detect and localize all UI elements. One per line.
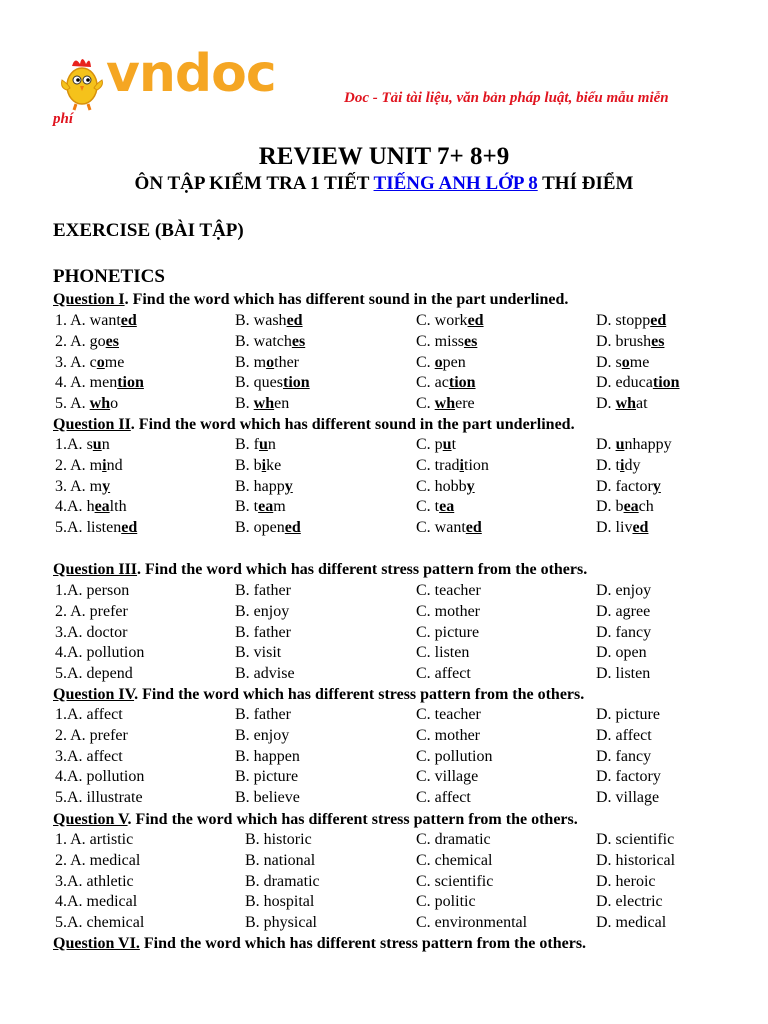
question-5-heading: [53, 811, 578, 829]
word-part: lth: [109, 498, 127, 516]
underlined-part: i: [620, 456, 625, 474]
option-a: 1.A. person: [55, 582, 130, 599]
underlined-part: i: [102, 456, 107, 474]
subtitle-text-end: THÍ ĐIỂM: [537, 173, 634, 194]
question-text: Find the word which has different stress pattern from the others.: [139, 935, 587, 952]
option-number: 4. A.: [55, 374, 90, 392]
vndoc-logo[interactable]: [58, 44, 276, 112]
word-part: B. watch: [235, 332, 292, 350]
underlined-part: y: [652, 477, 661, 495]
option-a: 5.A. depend: [55, 665, 133, 683]
underlined-part: es: [651, 332, 665, 350]
option-c: C. chemical: [416, 851, 493, 869]
option-a: 4.A. pollution: [55, 644, 145, 662]
option-b: [235, 498, 286, 516]
option-c: C. affect: [416, 665, 471, 683]
question-row: [0, 748, 768, 769]
word-part: s: [86, 436, 93, 453]
word-part: at: [636, 395, 648, 413]
underlined-part: y: [102, 477, 111, 495]
word-part: D.: [596, 395, 616, 413]
option-c: [416, 374, 476, 392]
option-b: [235, 478, 293, 496]
option-a: [55, 436, 110, 454]
option-d: [596, 374, 680, 392]
underlined-part: ed: [650, 312, 667, 329]
question-row: [0, 831, 768, 852]
word-part: D. b: [596, 498, 624, 516]
option-d: [596, 354, 649, 372]
page-title: REVIEW UNIT 7+ 8+9: [258, 143, 510, 170]
option-b: B. visit: [235, 644, 282, 662]
option-a: 3.A. affect: [55, 747, 123, 765]
option-a: [55, 395, 118, 413]
option-c: C. pollution: [416, 747, 493, 765]
question-4-heading: [53, 686, 584, 704]
underlined-part: wh: [253, 395, 275, 413]
underlined-part: u: [615, 436, 625, 453]
underlined-part: y: [466, 477, 475, 495]
question-row: [0, 374, 768, 395]
underlined-part: y: [284, 477, 293, 495]
question-text: . Find the word which has different stress pattern from the others.: [127, 811, 578, 828]
option-c: C. mother: [416, 726, 480, 744]
underlined-part: ea: [94, 498, 110, 516]
question-row: [0, 478, 768, 499]
question-1-heading: [53, 291, 568, 309]
subtitle-link[interactable]: TIẾNG ANH LỚP 8: [373, 173, 538, 194]
option-c: [416, 312, 484, 330]
underlined-part: ed: [121, 519, 138, 537]
option-a: 4.A. pollution: [55, 768, 145, 786]
word-part: D. stopp: [596, 312, 651, 329]
exercise-heading: EXERCISE (BÀI TẬP): [53, 220, 244, 241]
vndoc-wordmark: vndoc: [106, 44, 276, 104]
word-part: tion: [464, 456, 489, 474]
option-c: C. affect: [416, 789, 471, 807]
word-part: B. ques: [235, 374, 283, 392]
option-d: D. village: [596, 789, 660, 807]
option-d: [596, 457, 640, 475]
underlined-part: es: [464, 332, 478, 350]
option-b: [235, 395, 289, 413]
underlined-part: ed: [467, 312, 484, 329]
option-c: C. teacher: [416, 582, 481, 599]
word-part: m: [89, 477, 103, 495]
question-label: Question IV: [53, 686, 135, 703]
underlined-part: o: [266, 353, 275, 371]
option-c: [416, 333, 477, 351]
question-row: [0, 457, 768, 478]
question-3-heading: [53, 561, 587, 579]
word-part: D. educa: [596, 374, 653, 392]
option-d: [596, 333, 664, 351]
word-part: t: [451, 436, 457, 453]
word-part: B. open: [235, 519, 285, 537]
option-a: 4.A. medical: [55, 893, 138, 911]
word-part: C. trad: [416, 456, 460, 474]
option-number: 2. A.: [55, 456, 90, 474]
word-part: n: [267, 436, 276, 453]
option-a: [55, 354, 124, 372]
underlined-part: o: [434, 353, 443, 371]
word-part: B. t: [235, 498, 259, 516]
question-6-heading: [53, 935, 586, 953]
option-d: [596, 478, 661, 496]
word-part: me: [629, 353, 650, 371]
word-part: ch: [638, 498, 654, 516]
option-c: C. picture: [416, 623, 480, 641]
question-row: [0, 914, 768, 935]
question-label: Question VI.: [53, 935, 140, 952]
option-d: [596, 312, 666, 330]
question-row: [0, 706, 768, 727]
word-part: ke: [266, 456, 282, 474]
option-b: [235, 374, 310, 392]
page-subtitle: [0, 173, 768, 195]
option-number: 1. A.: [55, 312, 90, 329]
question-row: [0, 498, 768, 519]
option-c: [416, 457, 489, 475]
option-c: C. scientific: [416, 872, 494, 890]
option-b: B. happen: [235, 747, 300, 765]
word-part: m: [89, 456, 103, 474]
word-part: C. want: [416, 519, 466, 537]
question-row: [0, 852, 768, 873]
question-row: [0, 436, 768, 457]
word-part: me: [104, 353, 125, 371]
question-row: [0, 333, 768, 354]
option-c: [416, 354, 466, 372]
option-a: 2. A. prefer: [55, 602, 128, 620]
option-d: D. fancy: [596, 623, 652, 641]
question-text: . Find the word which has different sound in the part underlined.: [130, 416, 575, 433]
word-part: nd: [106, 456, 123, 474]
option-b: B. father: [235, 623, 291, 641]
option-d: D. affect: [596, 726, 652, 744]
word-part: n: [101, 436, 110, 453]
word-part: ere: [455, 395, 475, 413]
site-tagline-cont: phí: [53, 111, 74, 127]
underlined-part: tion: [283, 374, 310, 392]
question-2-heading: [53, 416, 575, 434]
question-row: [0, 312, 768, 333]
word-part: C. miss: [416, 332, 465, 350]
underlined-part: o: [96, 353, 105, 371]
question-label: Question II: [53, 416, 131, 433]
question-row: [0, 582, 768, 603]
option-c: C. teacher: [416, 706, 481, 723]
word-part: C. ac: [416, 374, 449, 392]
underlined-part: ea: [258, 498, 274, 516]
question-row: [0, 893, 768, 914]
subtitle-text: ÔN TẬP KIỂM TRA 1 TIẾT: [134, 173, 374, 194]
question-text: . Find the word which has different stress pattern from the others.: [134, 686, 585, 703]
word-part: B. m: [235, 353, 267, 371]
option-b: B. historic: [245, 831, 312, 848]
question-row: [0, 624, 768, 645]
word-part: B. f: [235, 436, 259, 453]
underlined-part: ed: [465, 519, 482, 537]
option-c: C. environmental: [416, 914, 528, 932]
word-part: m: [273, 498, 286, 516]
word-part: C. p: [416, 436, 443, 453]
question-text: . Find the word which has different stress pattern from the others.: [137, 561, 588, 578]
option-d: D. open: [596, 644, 647, 662]
option-b: B. believe: [235, 789, 300, 807]
underlined-part: u: [442, 436, 452, 453]
underlined-part: u: [259, 436, 268, 453]
word-part: D.: [596, 436, 616, 453]
word-part: want: [89, 312, 121, 329]
word-part: B. wash: [235, 312, 287, 329]
underlined-part: tion: [448, 374, 476, 392]
word-part: D. liv: [596, 519, 633, 537]
underlined-part: u: [92, 436, 102, 453]
option-d: D. factory: [596, 768, 661, 786]
word-part: C.: [416, 395, 435, 413]
underlined-part: wh: [89, 395, 111, 413]
option-c: [416, 498, 454, 516]
question-row: [0, 603, 768, 624]
word-part: D. s: [596, 353, 622, 371]
option-a: [55, 478, 110, 496]
option-number: 2. A.: [55, 332, 90, 350]
word-part: ther: [274, 353, 299, 371]
question-row: [0, 873, 768, 894]
underlined-part: o: [621, 353, 630, 371]
option-b: B. enjoy: [235, 602, 290, 620]
option-b: [235, 312, 303, 330]
option-a: 1. A. artistic: [55, 831, 134, 848]
underlined-part: ed: [632, 519, 649, 537]
word-part: C. hobb: [416, 477, 467, 495]
question-row: [0, 354, 768, 375]
question-label: Question I: [53, 291, 125, 308]
option-a: [55, 312, 137, 330]
word-part: listen: [86, 519, 122, 537]
question-row: [0, 665, 768, 686]
option-c: [416, 519, 482, 537]
question-row: [0, 395, 768, 416]
word-part: C. work: [416, 312, 468, 329]
option-c: C. mother: [416, 602, 480, 620]
option-b: B. father: [235, 582, 291, 599]
option-number: 3. A.: [55, 353, 90, 371]
option-d: D. enjoy: [596, 582, 652, 599]
underlined-part: i: [459, 456, 464, 474]
option-d: D. picture: [596, 706, 660, 723]
option-b: B. father: [235, 706, 291, 723]
underlined-part: ed: [286, 312, 303, 329]
option-number: 5.A.: [55, 519, 87, 537]
underlined-part: ea: [623, 498, 639, 516]
question-row: [0, 768, 768, 789]
underlined-part: wh: [615, 395, 637, 413]
word-part: nhappy: [624, 436, 672, 453]
option-b: B. advise: [235, 665, 295, 683]
option-c: [416, 436, 456, 454]
option-b: [235, 354, 299, 372]
option-c: C. politic: [416, 893, 476, 911]
word-part: B. b: [235, 456, 262, 474]
option-d: D. historical: [596, 851, 676, 869]
phonetics-heading: PHONETICS: [53, 266, 165, 287]
question-label: Question III: [53, 561, 138, 578]
option-d: D. fancy: [596, 747, 652, 765]
option-b: [235, 457, 281, 475]
option-c: C. listen: [416, 644, 470, 662]
underlined-part: i: [261, 456, 267, 474]
word-part: D. factor: [596, 477, 653, 495]
question-row: [0, 519, 768, 540]
underlined-part: tion: [652, 374, 680, 392]
option-a: [55, 374, 144, 392]
word-part: h: [86, 498, 95, 516]
option-a: [55, 498, 127, 516]
option-b: [235, 333, 305, 351]
option-b: [235, 519, 301, 537]
option-a: 3.A. doctor: [55, 623, 128, 641]
option-a: 1.A. affect: [55, 706, 123, 723]
option-d: [596, 436, 672, 454]
option-b: B. enjoy: [235, 726, 290, 744]
option-d: D. listen: [596, 665, 651, 683]
option-d: D. agree: [596, 602, 651, 620]
option-a: 2. A. medical: [55, 851, 141, 869]
underlined-part: ea: [439, 498, 455, 516]
option-d: D. medical: [596, 914, 667, 932]
question-label: Question V: [53, 811, 128, 828]
word-part: B.: [235, 395, 254, 413]
underlined-part: es: [105, 332, 119, 350]
option-d: [596, 395, 648, 413]
option-a: 2. A. prefer: [55, 726, 128, 744]
option-a: [55, 519, 137, 537]
word-part: C. t: [416, 498, 440, 516]
underlined-part: wh: [434, 395, 456, 413]
site-tagline: Doc - Tải tài liệu, văn bản pháp luật, biểu mẫu miễn: [344, 90, 669, 106]
underlined-part: es: [291, 332, 306, 350]
word-part: o: [110, 395, 119, 413]
option-d: [596, 498, 654, 516]
word-part: C.: [416, 353, 435, 371]
option-b: [235, 436, 276, 454]
underlined-part: ed: [120, 312, 137, 329]
word-part: D. t: [596, 456, 620, 474]
option-a: [55, 333, 119, 351]
option-number: 1.A.: [55, 436, 87, 453]
word-part: B. happ: [235, 477, 285, 495]
word-part: en: [274, 395, 290, 413]
option-d: D. electric: [596, 893, 663, 911]
option-d: D. scientific: [596, 831, 675, 848]
option-a: [55, 457, 123, 475]
option-number: 3. A.: [55, 477, 90, 495]
option-b: B. picture: [235, 768, 299, 786]
underlined-part: tion: [117, 374, 144, 392]
word-part: c: [89, 353, 97, 371]
word-part: D. brush: [596, 332, 652, 350]
question-row: [0, 789, 768, 810]
option-c: [416, 395, 475, 413]
option-c: [416, 478, 475, 496]
option-c: C. dramatic: [416, 831, 491, 848]
word-part: pen: [442, 353, 466, 371]
question-row: [0, 727, 768, 748]
option-b: B. hospital: [245, 893, 315, 911]
word-part: go: [89, 332, 106, 350]
word-part: men: [89, 374, 118, 392]
option-number: 4.A.: [55, 498, 87, 516]
underlined-part: ed: [284, 519, 301, 537]
option-b: B. physical: [245, 914, 317, 932]
option-a: 5.A. illustrate: [55, 789, 143, 807]
option-d: [596, 519, 648, 537]
option-a: 3.A. athletic: [55, 872, 134, 890]
option-b: B. dramatic: [245, 872, 320, 890]
option-number: 5. A.: [55, 395, 90, 413]
word-part: dy: [624, 456, 641, 474]
option-c: C. village: [416, 768, 479, 786]
question-text: . Find the word which has different sound in the part underlined.: [124, 291, 569, 308]
option-d: D. heroic: [596, 872, 656, 890]
option-b: B. national: [245, 851, 316, 869]
option-a: 5.A. chemical: [55, 914, 145, 932]
question-row: [0, 644, 768, 665]
